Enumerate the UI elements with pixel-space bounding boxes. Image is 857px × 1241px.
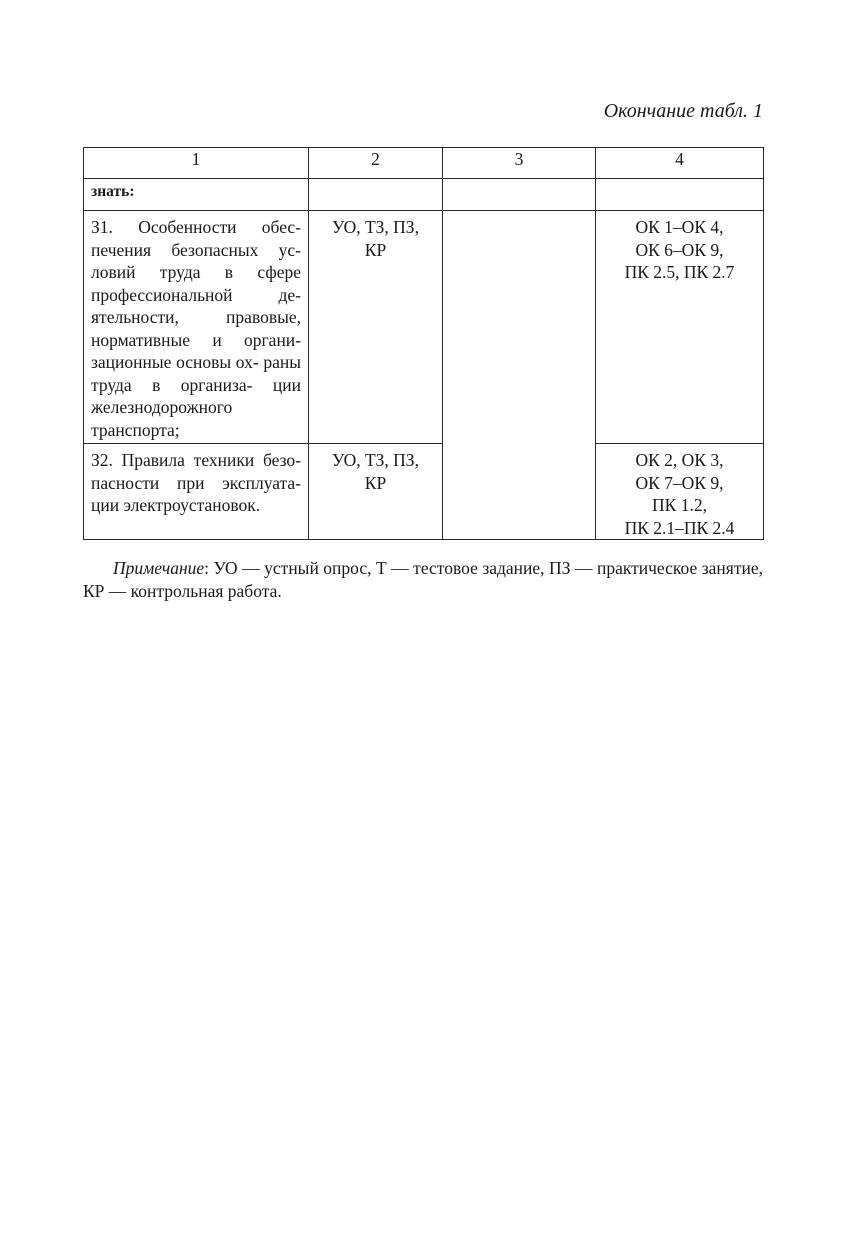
description-line: пасности при эксплуата- [91, 472, 301, 493]
competency-line: ОК 1–ОК 4, [635, 217, 724, 237]
description-line: зационные основы ох- [91, 352, 259, 372]
description-line: З2. Правила техники безо- [91, 450, 301, 470]
table-row [84, 211, 764, 444]
assessment-line: УО, ТЗ, ПЗ, [332, 450, 419, 470]
empty-cell [443, 179, 596, 211]
description-line: профессиональной де- [91, 284, 301, 305]
competency-line: ПК 2.1–ПК 2.4 [624, 517, 735, 538]
assessment-forms [309, 211, 443, 444]
header-cell-1: 1 [84, 148, 309, 179]
competency-line: ПК 2.5, ПК 2.7 [624, 262, 735, 282]
header-cell-2: 2 [309, 148, 443, 179]
header-cell-4: 4 [596, 148, 764, 179]
description-line: З1. Особенности обес- [91, 217, 301, 237]
competency-line: ОК 7–ОК 9, [635, 472, 724, 493]
table-note [83, 557, 763, 603]
knowledge-description [84, 211, 309, 444]
competency-line: ПК 1.2, [652, 495, 707, 515]
note-text: : УО — устный опрос, Т — тестовое задание, ПЗ — практическое занятие, КР — контрольная работа. [83, 558, 763, 601]
description-line: ции электроустановок. [91, 495, 261, 515]
competency-table [83, 147, 764, 540]
assessment-line: КР [364, 472, 387, 493]
assessment-forms [309, 444, 443, 540]
competencies [596, 444, 764, 540]
section-label-cell [84, 179, 309, 211]
description-line: ятельности, правовые, [91, 307, 301, 327]
description-line: печения безопасных ус- [91, 239, 301, 260]
competency-line: ОК 6–ОК 9, [635, 239, 724, 260]
description-line: транспорта; [91, 419, 180, 440]
knowledge-description [84, 444, 309, 540]
empty-cell [596, 179, 764, 211]
description-line: ловий труда в сфере [91, 262, 301, 282]
section-label: знать: [91, 183, 135, 200]
table-row [84, 444, 764, 540]
competency-line: ОК 2, ОК 3, [635, 450, 724, 470]
description-line: ции железнодорожного [91, 374, 301, 417]
empty-cell [309, 179, 443, 211]
assessment-line: УО, ТЗ, ПЗ, [332, 217, 419, 237]
section-row [84, 179, 764, 211]
description-line: нормативные и органи- [91, 329, 301, 350]
table-header-row [84, 148, 764, 179]
column-3-cell [443, 211, 596, 540]
header-cell-3: 3 [443, 148, 596, 179]
note-label: Примечание [113, 558, 205, 578]
assessment-line: КР [364, 239, 387, 260]
competencies [596, 211, 764, 444]
description-line: раны труда в организа- [91, 352, 301, 395]
continuation-label: Окончание табл. 1 [603, 100, 763, 122]
